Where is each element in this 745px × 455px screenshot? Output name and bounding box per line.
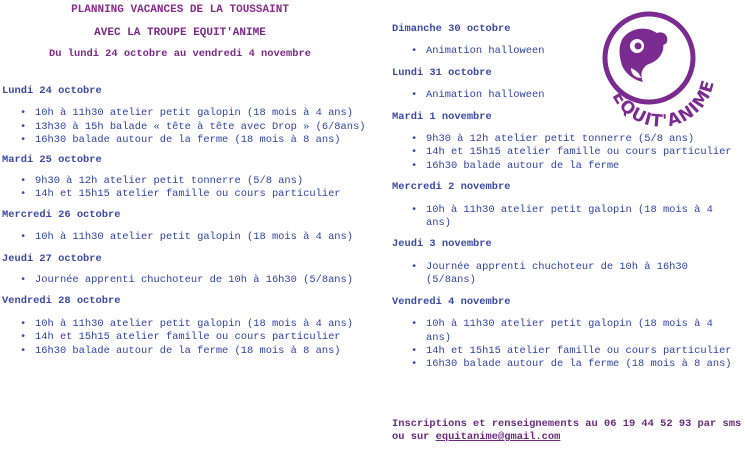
activity-list <box>2 175 387 202</box>
day-title: Jeudi 27 octobre <box>2 252 102 265</box>
day-block <box>2 253 387 288</box>
activity-list <box>2 274 387 287</box>
activity-list <box>2 318 387 358</box>
activity-item: • 16h30 balade autour de la ferme <box>392 160 742 173</box>
activity-item: • 10h à 11h30 atelier petit galopin (18 mois à 4 ans) <box>2 107 387 120</box>
activity-list <box>392 133 742 173</box>
activity-item: • 16h30 balade autour de la ferme (18 mois à 8 ans) <box>392 358 742 371</box>
activity-item: • 10h à 11h30 atelier petit galopin (18 mois à 4 ans) <box>392 318 742 345</box>
activity-item: • Journée apprenti chuchoteur de 10h à 16h30 (5/8ans) <box>392 261 742 288</box>
day-block <box>2 154 387 202</box>
day-block <box>2 209 387 245</box>
activity-list <box>392 204 742 231</box>
activity-item: • 16h30 balade autour de la ferme (18 mois à 8 ans) <box>2 345 387 358</box>
activity-item: • 13h30 à 15h balade « tête à tête avec Drop » (6/8ans) <box>2 121 387 134</box>
activity-item: • Animation halloween <box>392 45 742 58</box>
activity-item: • 14h et 15h15 atelier famille ou cours particulier <box>392 345 742 358</box>
title-line-2: AVEC LA TROUPE EQUIT'ANIME <box>94 27 266 39</box>
activity-item: • 10h à 11h30 atelier petit galopin (18 mois à 4 ans) <box>2 318 387 331</box>
day-title: Jeudi 3 novembre <box>392 238 492 251</box>
activity-item: • 10h à 11h30 atelier petit galopin (18 mois à 4 ans) <box>392 204 742 231</box>
activity-item: • Animation halloween <box>392 89 742 102</box>
activity-list <box>392 261 742 288</box>
activity-item: • Journée apprenti chuchoteur de 10h à 16h30 (5/8ans) <box>2 274 387 287</box>
activity-list <box>2 231 387 244</box>
activity-item: • 16h30 balade autour de la ferme (18 mois à 8 ans) <box>2 134 387 147</box>
day-block <box>392 181 742 230</box>
left-column <box>2 0 387 358</box>
logo-wordmark <box>608 78 719 128</box>
logo-graphic <box>591 8 721 128</box>
day-block <box>392 238 742 287</box>
activity-item: • 9h30 à 12h atelier petit tonnerre (5/8 ans) <box>2 175 387 188</box>
day-title: Dimanche 30 octobre <box>392 23 511 35</box>
day-title: Vendredi 4 novembre <box>392 295 511 308</box>
contact-info <box>392 418 742 445</box>
logo-pupil <box>635 43 642 50</box>
activity-item: • 10h à 11h30 atelier petit galopin (18 mois à 4 ans) <box>2 231 387 244</box>
day-block <box>2 85 387 148</box>
day-block <box>392 296 742 372</box>
day-block <box>2 295 387 358</box>
day-title: Mercredi 2 novembre <box>392 181 511 194</box>
day-title: Vendredi 28 octobre <box>2 295 121 308</box>
equitanime-logo <box>591 8 721 128</box>
activity-item: • 14h et 15h15 atelier famille ou cours particulier <box>2 188 387 201</box>
day-title: Lundi 31 octobre <box>392 66 492 79</box>
activity-item: • 9h30 à 12h atelier petit tonnerre (5/8 ans) <box>392 133 742 146</box>
day-title: Lundi 24 octobre <box>2 85 102 97</box>
email-link[interactable]: equitanime@gmail.com <box>435 431 561 444</box>
day-title: Mercredi 26 octobre <box>2 208 121 221</box>
contact-text: Inscriptions et renseignements au 06 19 44 52 93 par sms ou sur <box>392 417 742 444</box>
day-title: Mardi 1 novembre <box>392 110 492 123</box>
activity-item: • 14h et 15h15 atelier famille ou cours particulier <box>392 146 742 159</box>
logo-text: EQUIT'ANIME <box>607 77 720 128</box>
title-line-1: PLANNING VACANCES DE LA TOUSSAINT <box>71 4 289 16</box>
day-title: Mardi 25 octobre <box>2 153 102 166</box>
activity-item: • 14h et 15h15 atelier famille ou cours particulier <box>2 331 387 344</box>
date-range: Du lundi 24 octobre au vendredi 4 novembre <box>49 48 311 60</box>
activity-list <box>392 318 742 372</box>
activity-list <box>2 107 387 147</box>
